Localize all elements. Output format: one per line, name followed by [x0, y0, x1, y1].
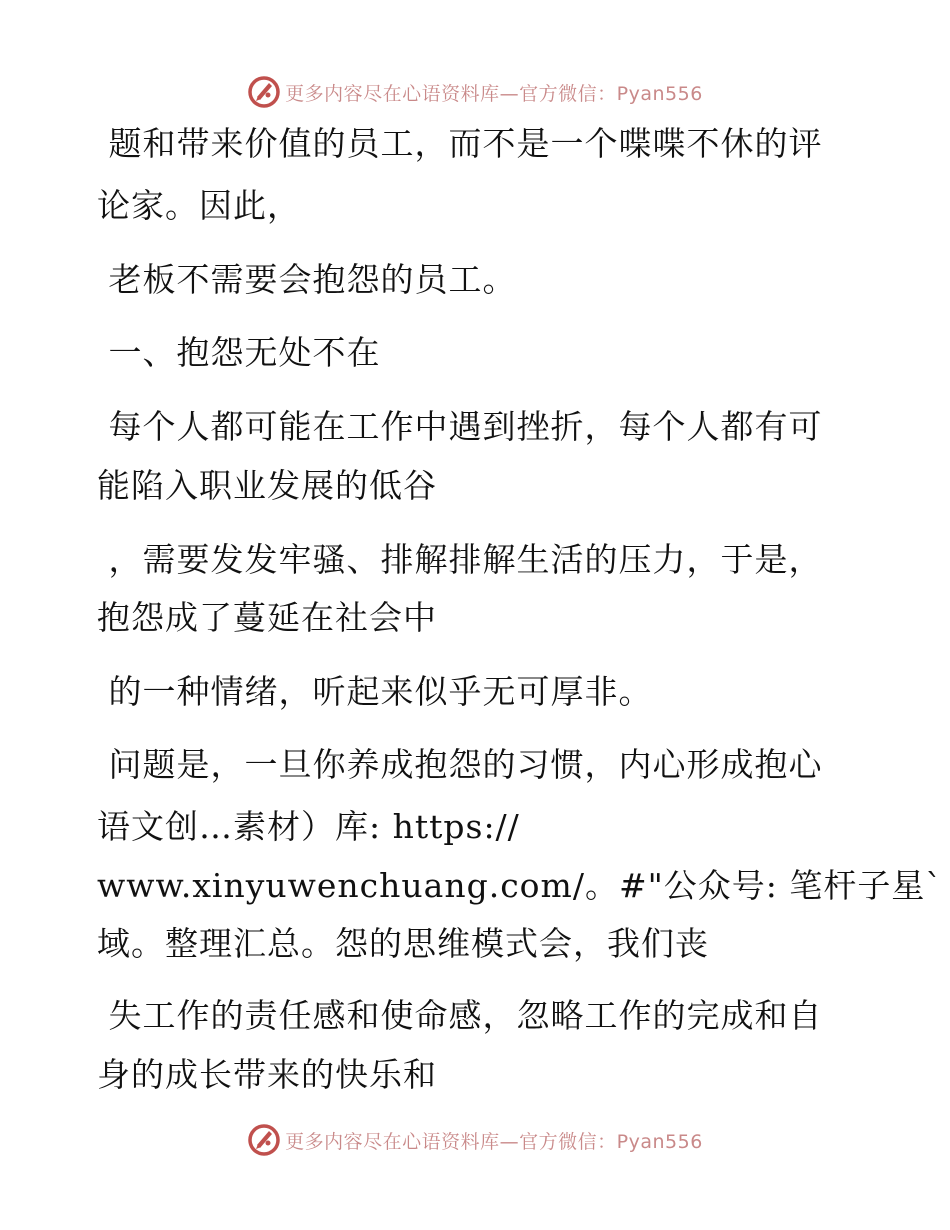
logo-icon — [247, 1123, 281, 1157]
text-line: 每个人都可能在工作中遇到挫折，每个人都有可 — [97, 407, 823, 446]
text-line: 身的成长带来的快乐和 — [97, 1055, 437, 1094]
text-line: 能陷入职业发展的低谷 — [97, 466, 437, 505]
footer-banner-text: 更多内容尽在心语资料库—官方微信：Pyan556 — [285, 1130, 703, 1153]
header-banner-text: 更多内容尽在心语资料库—官方微信：Pyan556 — [285, 82, 703, 105]
logo-icon — [247, 75, 281, 109]
footer-banner — [0, 1120, 950, 1160]
text-line: 失工作的责任感和使命感，忽略工作的完成和自 — [97, 996, 823, 1035]
text-line: 论家。因此， — [97, 186, 301, 225]
text-line: 语文创…素材）库: https:// — [97, 807, 520, 846]
text-line: ，需要发发牢骚、排解排解生活的压力，于是， — [97, 540, 823, 579]
text-line: 抱怨成了蔓延在社会中 — [97, 598, 437, 637]
header-banner — [0, 72, 950, 112]
text-line: 域。整理汇总。怨的思维模式会，我们丧 — [97, 924, 709, 963]
text-line: www.xinyuwenchuang.com/。#"公众号: 笔杆子星` — [97, 866, 943, 905]
text-line: 老板不需要会抱怨的员工。 — [97, 260, 517, 299]
text-line: 问题是，一旦你养成抱怨的习惯，内心形成抱心 — [97, 745, 823, 784]
text-line: 一、抱怨无处不在 — [97, 333, 381, 372]
text-line: 题和带来价值的员工，而不是一个喋喋不休的评 — [97, 124, 823, 163]
text-line: 的一种情绪，听起来似乎无可厚非。 — [97, 672, 653, 711]
